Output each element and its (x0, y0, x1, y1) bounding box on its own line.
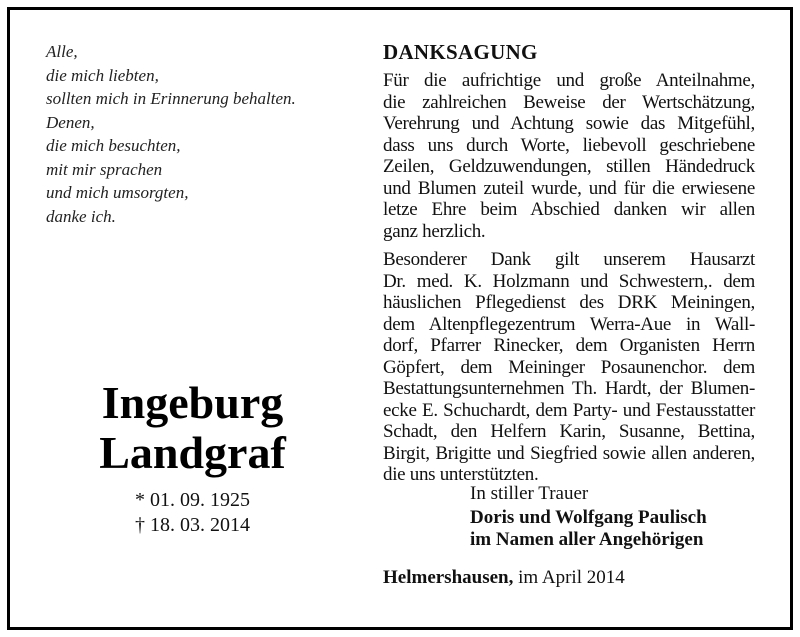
text-line: letze Ehre beim Abschied danken wir allen (383, 199, 755, 220)
poem-line: danke ich. (46, 206, 116, 226)
text-line: Birgit, Brigitte und Siegfried sowie allen anderen, (383, 442, 755, 464)
thanks-section (383, 38, 755, 493)
place-date (383, 567, 763, 589)
memorial-poem (46, 40, 346, 228)
text-line: ecke E. Schuchardt, dem Party- und Festausstatter (383, 399, 755, 421)
text-line: Besonderer Dank gilt unserem Hausarzt (383, 249, 755, 270)
poem-line: und mich umsorgten, (46, 183, 189, 202)
poem-line: die mich besuchten, (46, 136, 181, 155)
signature-block (470, 482, 770, 551)
signature-names (470, 507, 770, 551)
text-line: und Blumen zuteil wurde, und für die erwiesene (383, 177, 755, 199)
text-line: Dr. med. K. Holzmann und Schwestern,. dem (383, 270, 755, 292)
poem-line: die mich liebten, (46, 65, 159, 85)
special-thanks-paragraph (383, 249, 755, 486)
life-dates (40, 488, 345, 538)
signature-line: im Namen aller Angehörigen (470, 529, 704, 550)
text-line: Bestattungsunternehmen Th. Hardt, der Blumen- (383, 378, 755, 399)
death-date: † 18. 03. 2014 (135, 514, 250, 536)
text-line: ganz herzlich. (383, 220, 486, 242)
text-line: die zahlreichen Beweise der Wertschätzung, (383, 91, 755, 113)
text-line: die uns unterstützten. (383, 464, 539, 485)
place-date-text: im April 2014 (513, 567, 625, 588)
text-line: Für die aufrichtige und große Anteilnahme, (383, 70, 755, 91)
text-line: häuslichen Pflegedienst des DRK Meiningen, (383, 292, 755, 313)
text-line: Schadt, den Helfern Karin, Susanne, Bettina, (383, 421, 755, 442)
birth-date: * 01. 09. 1925 (135, 489, 250, 511)
signature-line: Doris und Wolfgang Paulisch (470, 507, 707, 528)
text-line: Göpfert, dem Meininger Posaunenchor. dem (383, 356, 755, 378)
text-line: dorf, Pfarrer Rinecker, dem Organisten Herrn (383, 335, 755, 356)
poem-line: sollten mich in Erinnerung behalten. (46, 89, 296, 108)
text-line: dem Altenpflegezentrum Werra-Aue in Wall- (383, 313, 755, 335)
deceased-name (40, 378, 345, 478)
place-town: Helmershausen, (383, 567, 514, 588)
text-line: dass uns durch Worte, liebevoll geschriebene (383, 134, 755, 156)
thanks-paragraph (383, 70, 755, 242)
first-name: Ingeburg (101, 377, 284, 428)
poem-line: mit mir sprachen (46, 159, 163, 179)
signature-intro: In stiller Trauer (470, 483, 589, 504)
text-line: Verehrung und Achtung sowie das Mitgefühl, (383, 113, 755, 134)
text-line: Zeilen, Geldzuwendungen, stillen Händedruck (383, 156, 755, 177)
poem-line: Alle, (46, 42, 78, 61)
last-name: Landgraf (99, 427, 286, 478)
poem-line: Denen, (46, 112, 95, 132)
thanks-heading: DANKSAGUNG (383, 40, 538, 64)
